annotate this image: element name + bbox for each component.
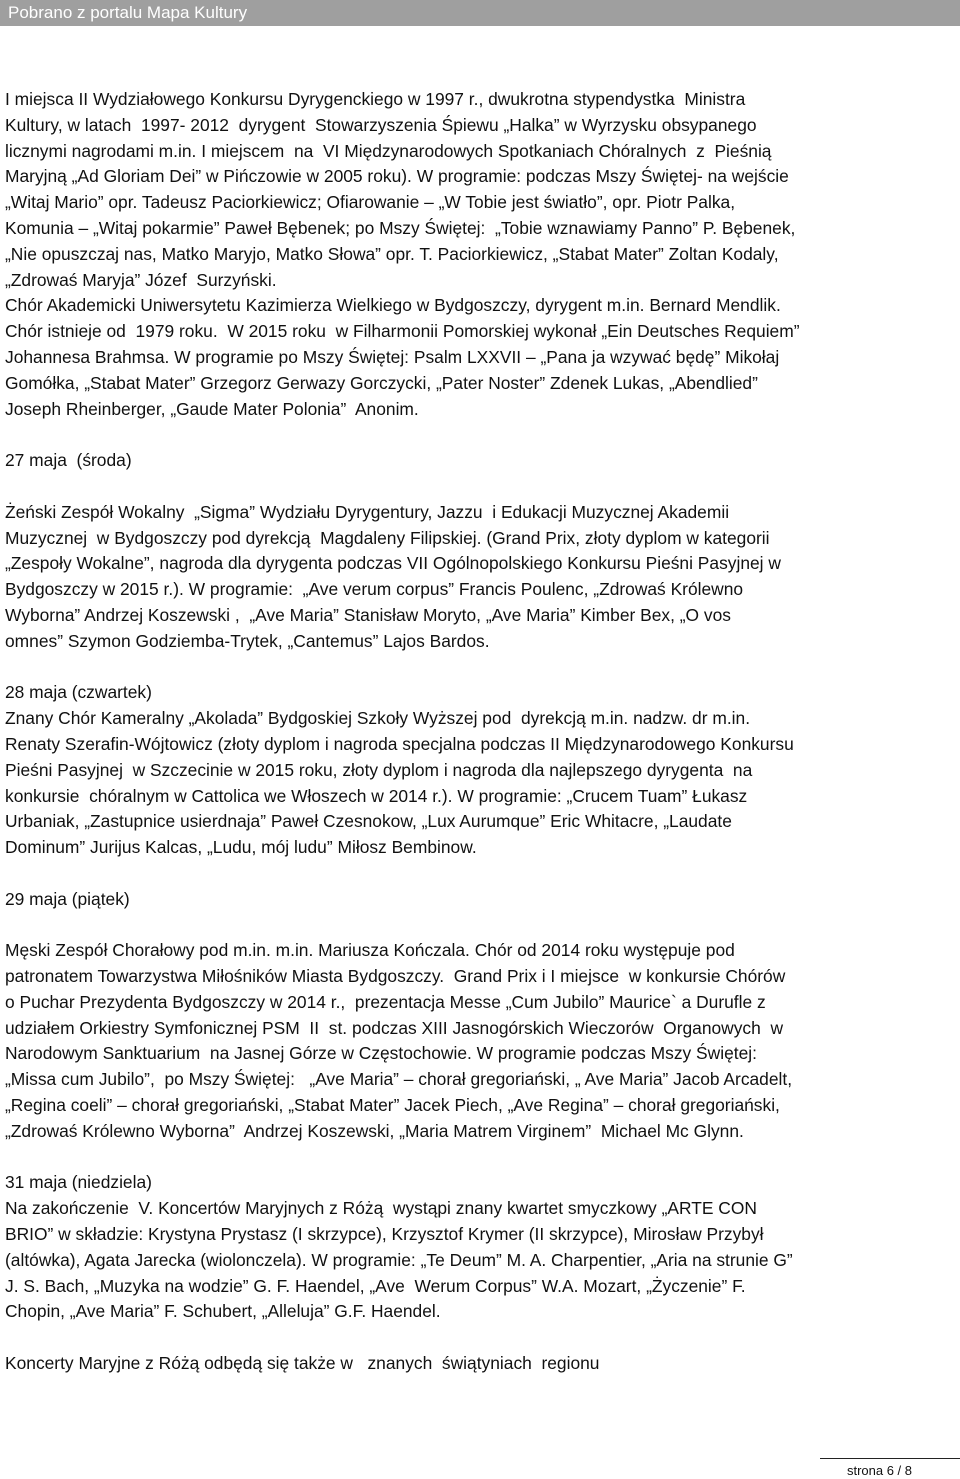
text-line: licznymi nagrodami m.in. I miejscem na VI Międzynarodowych Spotkaniach Chóralnych z Pieśnią [5, 140, 772, 161]
text-line: o Puchar Prezydenta Bydgoszczy w 2014 r., prezentacja Messe „Cum Jubilo” Maurice` a Durufle z [5, 991, 766, 1012]
document-body [5, 87, 949, 1377]
text-line: konkursie chóralnym w Cattolica we Włoszech w 2014 r.). W programie: „Crucem Tuam” Łukasz [5, 785, 748, 806]
text-line: Chór istnieje od 1979 roku. W 2015 roku w Filharmonii Pomorskiej wykonał „Ein Deutsches Requiem” [5, 321, 800, 342]
paragraph [5, 1170, 949, 1325]
text-line: Pieśni Pasyjnej w Szczecinie w 2015 roku, złoty dyplom i nagroda dla najlepszego dyrygenta na [5, 759, 753, 780]
paragraph [5, 887, 949, 913]
paragraph [5, 500, 949, 655]
text-line: „Zespoły Wokalne”, nagroda dla dyrygenta podczas VII Ogólnopolskiego Konkursu Pieśni Pasyjnej w [5, 553, 781, 574]
paragraph-gap [5, 1145, 949, 1171]
text-line: Muzycznej w Bydgoszczy pod dyrekcją Magdaleny Filipskiej. (Grand Prix, złoty dyplom w kategorii [5, 527, 770, 548]
text-line: Znany Chór Kameralny „Akolada” Bydgoskiej Szkoły Wyższej pod dyrekcją m.in. nadzw. dr m.in. [5, 708, 751, 729]
text-line: Na zakończenie V. Koncertów Maryjnych z Różą wystąpi znany kwartet smyczkowy „ARTE CON [5, 1198, 757, 1219]
paragraph-gap [5, 913, 949, 939]
paragraph [5, 1351, 949, 1377]
text-line: Komunia – „Witaj pokarmie” Paweł Bębenek; po Mszy Świętej: „Tobie wznawiamy Panno” P. Bębenek, [5, 217, 796, 238]
paragraph [5, 680, 949, 861]
text-line: „Zdrowaś Królewno Wyborna” Andrzej Koszewski, „Maria Matrem Virginem” Michael Mc Glynn. [5, 1120, 744, 1141]
header-bar [0, 0, 960, 26]
text-line: Johannesa Brahmsa. W programie po Mszy Świętej: Psalm LXXVII – „Pana ja wzywać będę” Mikołaj [5, 346, 780, 367]
paragraph-gap [5, 422, 949, 448]
paragraph-gap [5, 1325, 949, 1351]
paragraph [5, 938, 949, 1144]
text-line: omnes” Szymon Godziemba-Trytek, „Cantemus” Lajos Bardos. [5, 630, 490, 651]
text-line: Dominum” Jurijus Kalcas, „Ludu, mój ludu” Miłosz Bembinow. [5, 837, 477, 858]
text-line: J. S. Bach, „Muzyka na wodzie” G. F. Haendel, „Ave Werum Corpus” W.A. Mozart, „Życzenie” F. [5, 1275, 746, 1296]
text-line: Urbaniak, „Zastupnice usierdnaja” Paweł Czesnokow, „Lux Aurumque” Eric Whitacre, „Laudate [5, 811, 732, 832]
text-line: Narodowym Sanktuarium na Jasnej Górze w Częstochowie. W programie podczas Mszy Świętej: [5, 1043, 757, 1064]
text-line: Kultury, w latach 1997- 2012 dyrygent Stowarzyszenia Śpiewu „Halka” w Wyrzysku obsypanego [5, 114, 757, 135]
text-line: Renaty Szerafin-Wójtowicz (złoty dyplom i nagroda specjalna podczas II Międzynarodowego Konkursu [5, 733, 794, 754]
text-line: „Witaj Mario” opr. Tadeusz Paciorkiewicz; Ofiarowanie – „W Tobie jest światło”, opr. Piotr Palka, [5, 192, 736, 213]
text-line: udziałem Orkiestry Symfonicznej PSM II st. podczas XIII Jasnogórskich Wieczorów Organowych w [5, 1017, 784, 1038]
text-line: Męski Zespół Chorałowy pod m.in. m.in. Mariusza Kończala. Chór od 2014 roku występuje pod [5, 940, 735, 961]
text-line: Wyborna” Andrzej Koszewski , „Ave Maria” Stanisław Moryto, „Ave Maria” Kimber Bex, „O vos [5, 604, 731, 625]
header-title: Pobrano z portalu Mapa Kultury [8, 3, 248, 22]
text-line: Chór Akademicki Uniwersytetu Kazimierza Wielkiego w Bydgoszczy, dyrygent m.in. Bernard Mendlik. [5, 295, 781, 316]
footer-divider [820, 1458, 960, 1459]
text-line: „Zdrowaś Maryja” Józef Surzyński. [5, 269, 277, 290]
text-line: Bydgoszczy w 2015 r.). W programie: „Ave verum corpus” Francis Poulenc, „Zdrowaś Królewno [5, 579, 744, 600]
text-line: Chopin, „Ave Maria” F. Schubert, „Alleluja” G.F. Haendel. [5, 1301, 441, 1322]
text-line: 31 maja (niedziela) [5, 1172, 152, 1193]
text-line: 28 maja (czwartek) [5, 682, 152, 703]
text-line: Maryjną „Ad Gloriam Dei” w Pińczowie w 2005 roku). W programie: podczas Mszy Świętej- na wejście [5, 166, 789, 187]
text-line: „Regina coeli” – chorał gregoriański, „Stabat Mater” Jacek Piech, „Ave Regina” – chorał gregoriański, [5, 1095, 780, 1116]
paragraph [5, 448, 949, 474]
text-line: 29 maja (piątek) [5, 888, 130, 909]
text-line: (altówka), Agata Jarecka (wiolonczela). W programie: „Te Deum” M. A. Charpentier, „Aria na strunie G” [5, 1249, 793, 1270]
text-line: „Missa cum Jubilo”, po Mszy Świętej: „Ave Maria” – chorał gregoriański, „ Ave Maria” Jacob Arcadelt, [5, 1069, 793, 1090]
text-line: patronatem Towarzystwa Miłośników Miasta Bydgoszczy. Grand Prix i I miejsce w konkursie Chórów [5, 966, 786, 987]
text-line: Koncerty Maryjne z Różą odbędą się także w znanych świątyniach regionu [5, 1353, 600, 1374]
text-line: I miejsca II Wydziałowego Konkursu Dyrygenckiego w 1997 r., dwukrotna stypendystka Ministra [5, 89, 746, 109]
page-number: strona 6 / 8 [846, 1463, 912, 1478]
paragraph-gap [5, 655, 949, 681]
paragraph-gap [5, 861, 949, 887]
text-line: 27 maja (środa) [5, 450, 132, 471]
paragraph [5, 87, 949, 422]
paragraph-gap [5, 474, 949, 500]
text-line: BRIO” w składzie: Krystyna Prystasz (I skrzypce), Krzysztof Krymer (II skrzypce), Mirosław Przybył [5, 1224, 764, 1245]
text-line: Joseph Rheinberger, „Gaude Mater Polonia” Anonim. [5, 398, 419, 419]
text-line: „Nie opuszczaj nas, Matko Maryjo, Matko Słowa” opr. T. Paciorkiewicz, „Stabat Mater” Zoltan Kodaly, [5, 243, 779, 264]
text-line: Żeński Zespół Wokalny „Sigma” Wydziału Dyrygentury, Jazzu i Edukacji Muzycznej Akademii [5, 501, 730, 522]
text-line: Gomółka, „Stabat Mater” Grzegorz Gerwazy Gorczycki, „Pater Noster” Zdenek Lukas, „Abendlied” [5, 372, 758, 393]
